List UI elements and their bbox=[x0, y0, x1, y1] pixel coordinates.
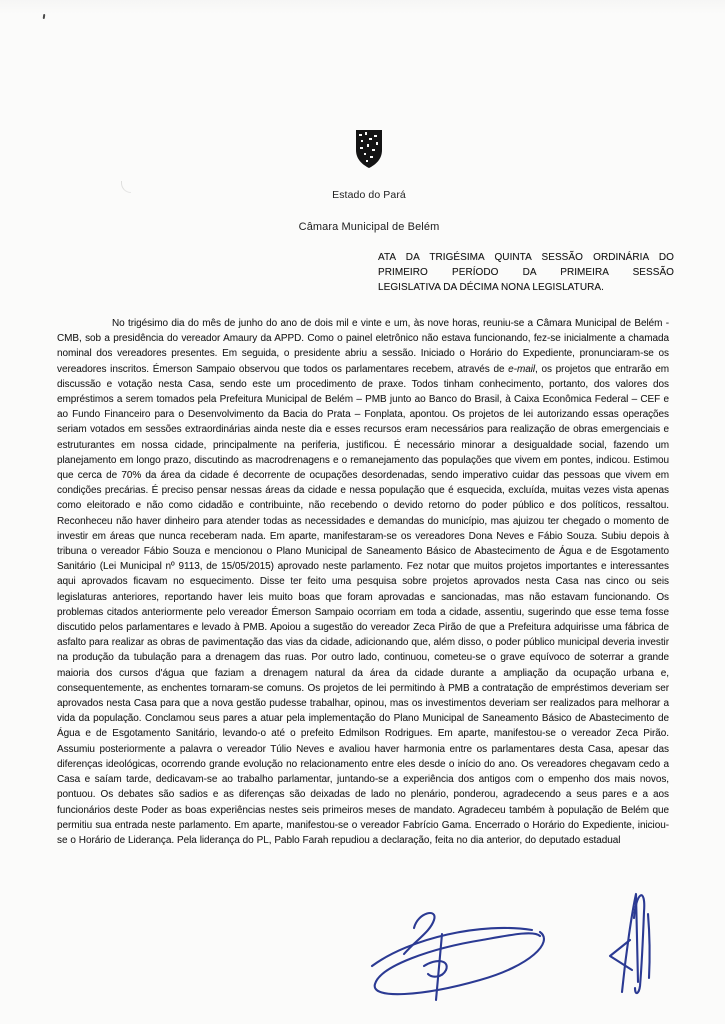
header-institution: Câmara Municipal de Belém bbox=[298, 221, 440, 233]
session-title-line: LEGISLATIVA DA DÉCIMA NONA LEGISLATURA. bbox=[378, 282, 604, 293]
session-title bbox=[378, 250, 674, 295]
coat-of-arms-icon bbox=[354, 129, 384, 169]
header-state: Estado do Pará bbox=[332, 189, 406, 201]
session-title-line: ATA DA TRIGÉSIMA QUINTA SESSÃO ORDINÁRIA DO bbox=[378, 252, 674, 263]
minutes-paragraph: No trigésimo dia do mês de junho do ano de dois mil e vinte e um, às nove horas, reuniu-se a Câmara Municipal de Belém - CMB, sob a presidência do vereador Amaury da APPD. Como o painel eletrônico não estava funcionando, fez-se inicialmente a chamada nominal dos vereadores presentes. Em seguida, o presidente abriu a sessão. Iniciado o Horário do Expediente, pronunciaram-se os vereadores inscritos. Émerson Sampaio observou que todos os parlamentares recebem, através de e-mail, os projetos que entrarão em discussão e votação nesta Casa, sendo este um procedimento de praxe. Todos tinham conhecimento, portanto, dos valores dos empréstimos a serem tomados pela Prefeitura Municipal de Belém – PMB junto ao Banco do Brasil, à Caixa Econômica Federal – CEF e ao Fundo Financeiro para o Desenvolvimento da Bacia do Prata – Fonplata, apontou. Os projetos de lei autorizando essas operações seriam votados em sessões extraordinárias ainda neste dia e esses recursos eram necessários para realização de obras emergenciais e estruturantes em nossa cidade, principalmente na periferia, justificou. É necessário minorar a desigualdade social, fazendo um planejamento em longo prazo, discutindo as macrodrenagens e o remanejamento das populações que vivem em pontes, indicou. Estimou que cerca de 70% da área da cidade é decorrente de ocupações desordenadas, sendo imperativo cuidar das pessoas que vivem em condições precárias. É preciso pensar nessas áreas da cidade e nessa população que é esquecida, excluída, muitas vezes vista apenas como eleitorado e não como cidadão e contribuinte, não recebendo o devido retorno do poder público e dos políticos, ressaltou. Reconheceu não haver dinheiro para atender todas as necessidades e demandas do município, mas ajuizou ter chegado o momento de investir em áreas que nunca receberam nada. Em aparte, manifestaram-se os vereadores Dona Neves e Fábio Souza. Subiu depois à tribuna o vereador Fábio Souza e mencionou o Plano Municipal de Saneamento Básico de Abastecimento de Água e de Esgotamento Sanitário (Lei Municipal nº 9113, de 15/05/2015) aprovado neste parlamento. Fez notar que muitos projetos importantes e interessantes aqui aprovados ficavam no esquecimento. Disse ter feito uma pesquisa sobre projetos aprovados nesta Casa nas cinco ou seis legislaturas anteriores, reportando haver leis muito boas que foram aprovadas e sancionadas, mas não estavam funcionando. Os problemas citados anteriormente pelo vereador Émerson Sampaio ocorriam em toda a cidade, assentiu, sugerindo que esse tema fosse discutido pelos parlamentares e levado à PMB. Apoiou a sugestão do vereador Zeca Pirão de que a Prefeitura adquirisse uma fábrica de asfalto para realizar as obras de pavimentação das vias da cidade, adicionando que, além disso, o poder público municipal deveria investir na produção da tubulação para a drenagem das ruas. Por outro lado, continuou, cometeu-se o grave equívoco de soterrar a grande maioria dos cursos d'água que faziam a drenagem natural da área da cidade durante a ampliação da ocupação urbana e, consequentemente, as enchentes tornaram-se comuns. Os projetos de lei permitindo à PMB a contratação de empréstimos deveriam ser aprovados nesta Casa para que a nova gestão pudesse trabalhar, opinou, mas os investimentos deveriam ser realizados para melhorar a vida da população. Conclamou seus pares a atuar pela implementação do Plano Municipal de Saneamento Básico de Abastecimento de Água e de Esgotamento Sanitário, levando-o até o prefeito Edmilson Rodrigues. Em aparte, manifestou-se o vereador Zeca Pirão. Assumiu posteriormente a palavra o vereador Túlio Neves e avaliou haver harmonia entre os parlamentares desta Casa, apesar das diferenças ideológicas, ocorrendo grande evolução no relacionamento entre eles desde o início do ano. Os vereadores chegavam cedo a Casa e saíam tarde, dedicavam-se ao trabalho parlamentar, juntando-se a experiência dos antigos com o empenho dos mais novos, pontuou. Os debates são sadios e as diferenças são deixadas de lado no plenário, ponderou, agradecendo a seus pares e a aos funcionários deste Poder as boas experiências nestes seis primeiros meses de mandato. Agradeceu também à população de Belém que permitiu sua entrada neste parlamento. Em aparte, manifestou-se o vereador Fabrício Gama. Encerrado o Horário do Expediente, iniciou-se o Horário de Liderança. Pela liderança do PL, Pablo Farah repudiou a declaração, feita no dia anterior, do deputado estadual bbox=[57, 318, 669, 846]
session-title-line: PRIMEIRO PERÍODO DA PRIMEIRA SESSÃO bbox=[378, 267, 674, 278]
scan-smudge bbox=[121, 181, 131, 193]
signature-left-icon bbox=[362, 903, 552, 1005]
scan-speck bbox=[43, 14, 46, 19]
signature-right-icon bbox=[604, 882, 666, 1008]
